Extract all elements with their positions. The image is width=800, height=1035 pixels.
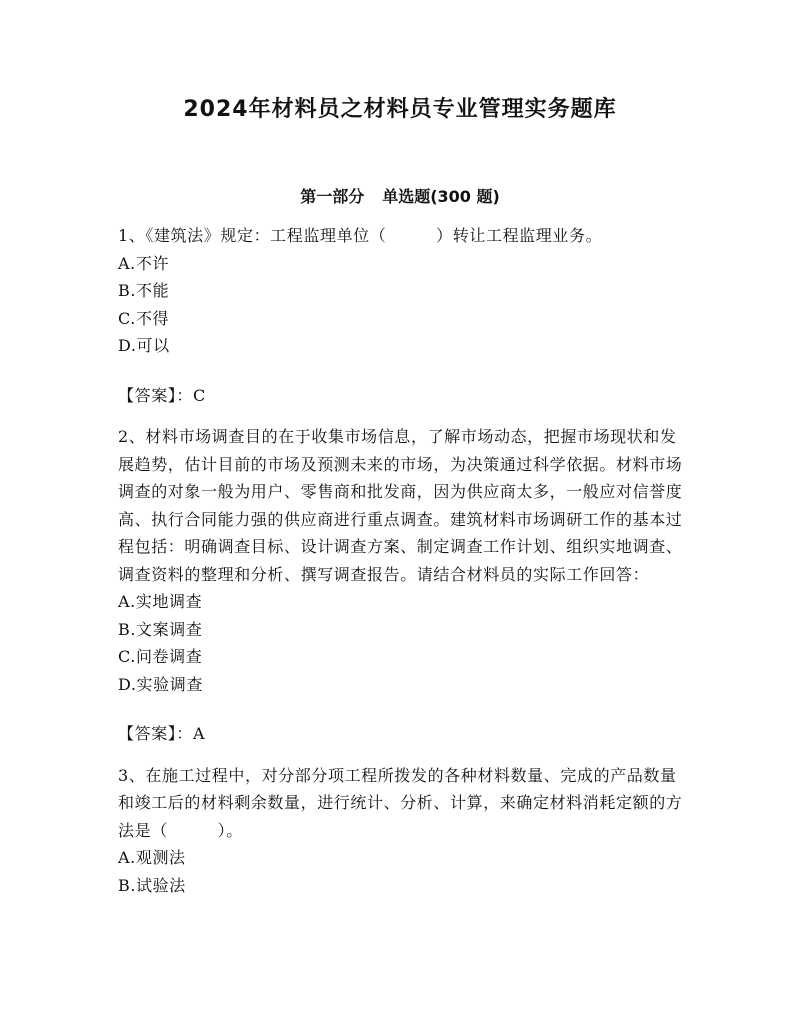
option-b: B.文案调查 — [118, 619, 203, 639]
answer-label: 【答案】： — [118, 724, 194, 743]
option-a: A.实地调查 — [118, 592, 203, 611]
option-a: A.观测法 — [118, 848, 186, 867]
question-text: 2、材料市场调查目的在于收集市场信息，了解市场动态，把握市场现状和发展趋势，估计目前的市场及预测未来的市场，为决策通过科学依据。材料市场调查的对象一般为用户、零售商和批发商，因为供应商太多，一般应对信誉度高、执行合同能力强的供应商进行重点调查。建筑材料市场调研工作的基本过程包括：明确调查目标、设计调查方案、制定调查工作计划、组织实地调查、调查资料的整理和分析、撰写调查报告。请结合材料员的实际工作回答： — [118, 427, 683, 584]
answer-line — [118, 382, 684, 410]
option-b: B.不能 — [118, 281, 170, 300]
answer-value: A — [193, 724, 206, 743]
document-title: 2024年材料员之材料员专业管理实务题库 — [183, 97, 617, 122]
section-heading — [0, 184, 800, 207]
question-text: 3、在施工过程中，对分部分项工程所拨发的各种材料数量、完成的产品数量和竣工后的材料剩余数量，进行统计、分析、计算，来确定材料消耗定额的方法是（ ）。 — [118, 765, 683, 840]
question-2 — [118, 423, 684, 748]
question-list — [118, 222, 684, 899]
section-part: 第一部分 — [300, 187, 365, 206]
answer-label: 【答案】： — [118, 385, 194, 405]
question-1 — [118, 222, 684, 409]
answer-line — [118, 720, 684, 748]
question-text: 1、《建筑法》规定：工程监理单位（ ）转让工程监理业务。 — [118, 226, 603, 245]
option-d: D.实验调查 — [118, 674, 203, 694]
section-name: 单选题(300 题) — [382, 187, 500, 206]
answer-value: C — [193, 385, 206, 405]
option-a: A.不许 — [118, 253, 170, 273]
option-c: C.不得 — [118, 308, 170, 328]
question-3 — [118, 762, 684, 900]
option-c: C.问卷调查 — [118, 647, 203, 666]
option-b: B.试验法 — [118, 875, 186, 895]
option-d: D.可以 — [118, 336, 170, 355]
